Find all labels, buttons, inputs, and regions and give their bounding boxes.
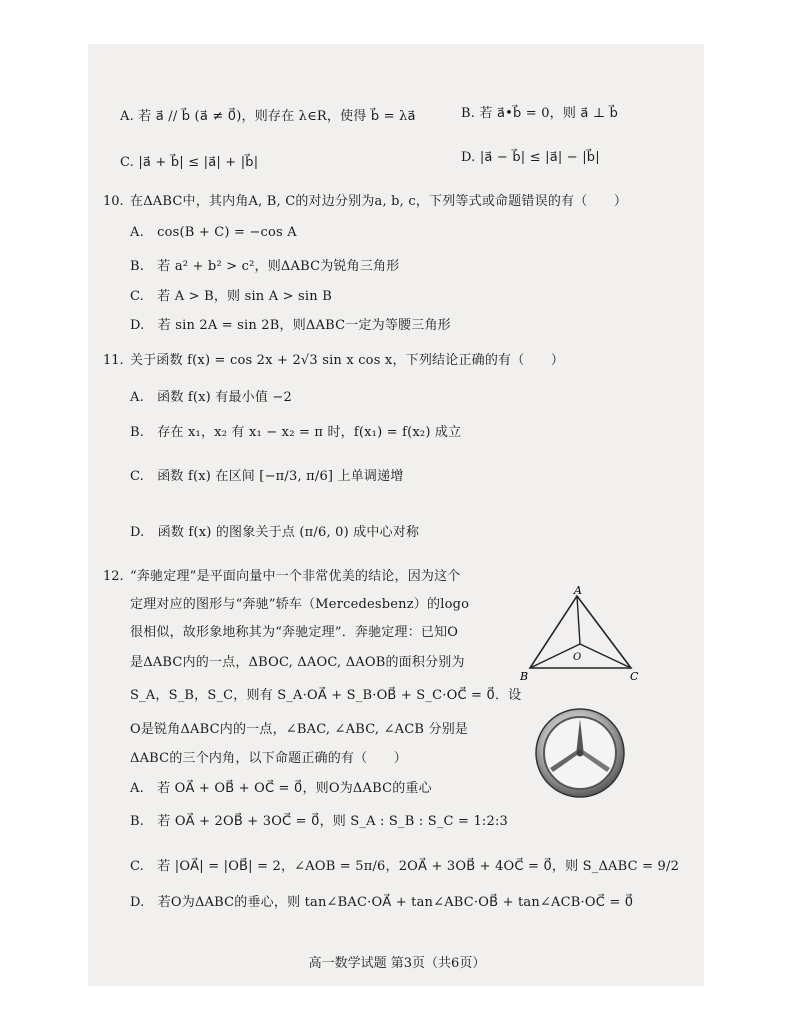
- label-a: A: [574, 584, 582, 597]
- q12-option-a: A. 若 OA⃗ + OB⃗ + OC⃗ = 0⃗，则O为ΔABC的重心: [130, 781, 432, 796]
- q10-option-b: B. 若 a² + b² > c²，则ΔABC为锐角三角形: [130, 259, 400, 274]
- q12-stem-line-5: S_A，S_B，S_C，则有 S_A·OA⃗ + S_B·OB⃗ + S_C·OC⃗ = 0⃗．设: [130, 688, 522, 703]
- segment-oa: [577, 596, 580, 644]
- q10-option-c: C. 若 A > B，则 sin A > sin B: [130, 289, 332, 304]
- q12-stem-line-7: ΔABC的三个内角，以下命题正确的有（ ）: [130, 751, 407, 766]
- label-o: O: [573, 652, 582, 663]
- q12-stem-line-4: 是ΔABC内的一点，ΔBOC, ΔAOC, ΔAOB的面积分别为: [130, 655, 465, 670]
- q12-option-b: B. 若 OA⃗ + 2OB⃗ + 3OC⃗ = 0⃗，则 S_A : S_B : S_C = 1:2:3: [130, 814, 509, 829]
- q12-stem-line-3: 很相似，故形象地称其为“奔驰定理”．奔驰定理：已知O: [130, 625, 459, 640]
- q10-number: 10.: [103, 194, 124, 209]
- mercedes-logo-image: [533, 706, 627, 800]
- page-footer: 高一数学试题 第3页（共6页）: [308, 956, 486, 971]
- q11-number: 11.: [103, 353, 124, 368]
- q9-option-d: D. |a⃗ − b⃗| ≤ |a⃗| − |b⃗|: [461, 150, 600, 165]
- label-c: C: [630, 670, 639, 683]
- q11-stem: 关于函数 f(x) = cos 2x + 2√3 sin x cos x，下列结论正确的有（ ）: [130, 353, 565, 368]
- q12-option-d: D. 若O为ΔABC的垂心，则 tan∠BAC·OA⃗ + tan∠ABC·OB⃗ + tan∠ACB·OC⃗ = 0⃗: [130, 895, 634, 910]
- q12-option-c: C. 若 |OA⃗| = |OB⃗| = 2，∠AOB = 5π/6，2OA⃗ + 3OB⃗ + 4OC⃗ = 0⃗，则 S_ΔABC = 9/2: [130, 859, 680, 874]
- q10-option-a: A. cos(B + C) = −cos A: [130, 225, 297, 240]
- q12-stem-line-6: O是锐角ΔABC内的一点，∠BAC, ∠ABC, ∠ACB 分别是: [130, 722, 469, 737]
- q10-stem: 在ΔABC中，其内角A, B, C的对边分别为a, b, c，下列等式或命题错误的有（ ）: [130, 194, 628, 209]
- q11-option-c: C. 函数 f(x) 在区间 [−π/3, π/6] 上单调递增: [130, 469, 404, 484]
- label-b: B: [520, 670, 529, 683]
- exam-page: [88, 44, 704, 986]
- q11-option-b: B. 存在 x₁，x₂ 有 x₁ − x₂ = π 时，f(x₁) = f(x₂) 成立: [130, 425, 462, 440]
- q9-option-c: C. |a⃗ + b⃗| ≤ |a⃗| + |b⃗|: [120, 155, 259, 170]
- segment-oc: [580, 644, 631, 668]
- q9-option-b: B. 若 a⃗•b⃗ = 0，则 a⃗ ⊥ b⃗: [461, 106, 619, 121]
- q10-option-d: D. 若 sin 2A = sin 2B，则ΔABC一定为等腰三角形: [130, 318, 451, 333]
- q12-stem-line-2: 定理对应的图形与“奔驰”轿车（Mercedesbenz）的logo: [130, 597, 470, 612]
- q11-option-d: D. 函数 f(x) 的图象关于点 (π/6, 0) 成中心对称: [130, 525, 420, 540]
- q9-option-a: A. 若 a⃗ // b⃗ (a⃗ ≠ 0⃗)，则存在 λ∈R，使得 b⃗ = λa⃗: [120, 109, 416, 124]
- q12-stem-line-1: “奔驰定理”是平面向量中一个非常优美的结论，因为这个: [130, 569, 461, 584]
- q12-number: 12.: [103, 569, 124, 584]
- q11-option-a: A. 函数 f(x) 有最小值 −2: [130, 390, 292, 405]
- triangle-figure: [510, 580, 650, 690]
